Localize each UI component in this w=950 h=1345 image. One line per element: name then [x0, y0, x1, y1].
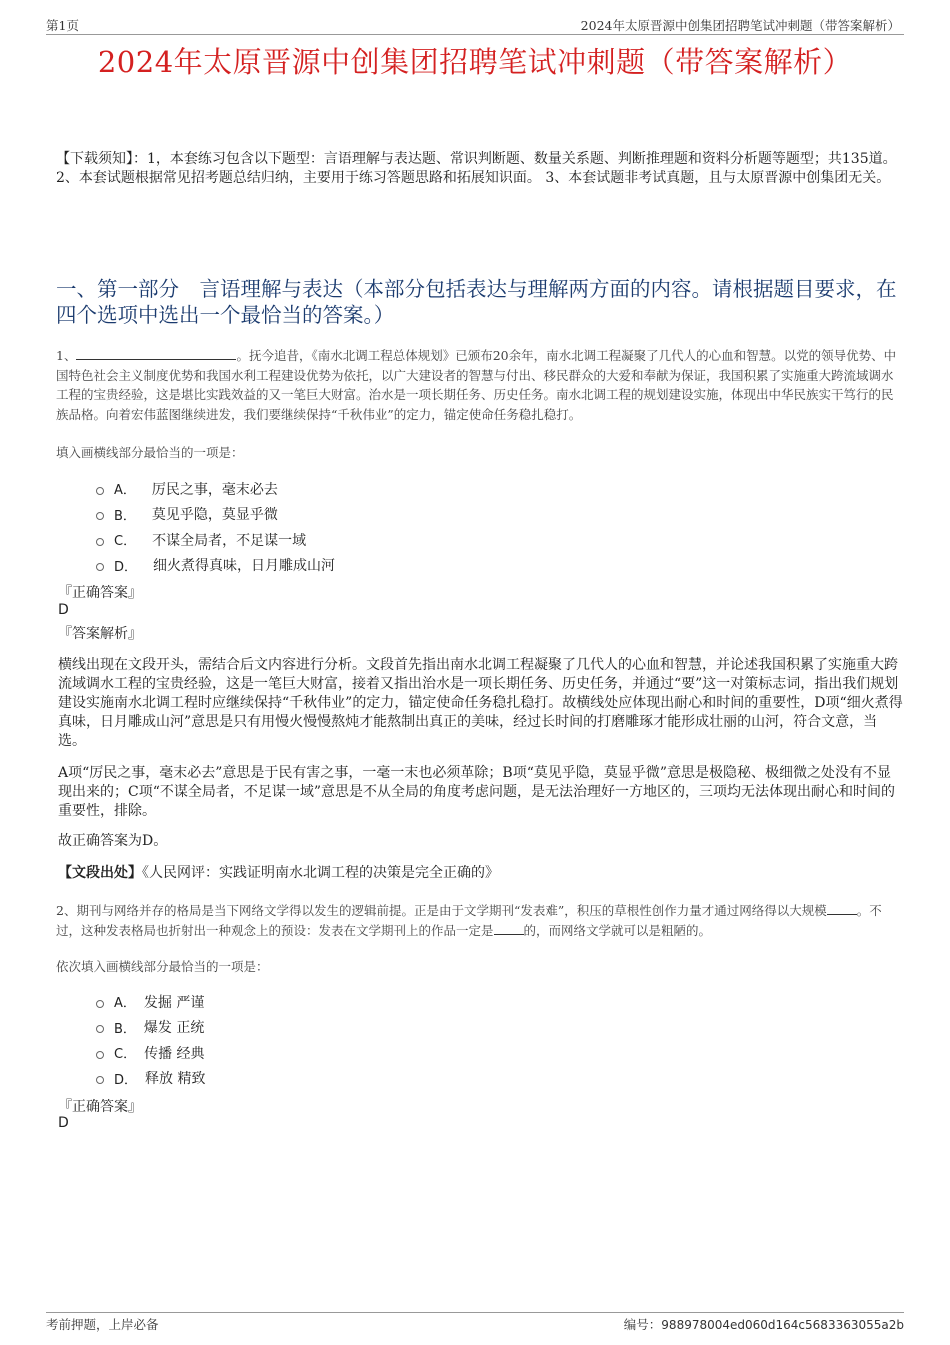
source-label: 【文段出处】	[58, 865, 142, 881]
page-footer	[46, 1312, 904, 1333]
option-letter: B．	[114, 1021, 136, 1037]
q1-analysis-paragraph-2: A项“厉民之事，毫末必去”意思是于民有害之事，一毫一末也必须革除；B项“莫见乎隐，莫显乎微”意思是极隐秘、极细微之处没有不显现出来的；C项“不谋全局者，不足谋一域”意思是不从全局的角度考虑问题，是无法治理好一方地区的，三项均无法体现出耐心和时间的重要性，排除。	[58, 765, 896, 819]
radio-icon[interactable]	[96, 512, 104, 520]
answer-blank	[827, 901, 857, 915]
q1-analysis-label: 『答案解析』	[58, 626, 142, 642]
question-2-body-1: 2、期刊与网络并存的格局是当下网络文学得以发生的逻辑前提。正是由于文学期刊“发表难”，积压的草根性创作力量才通过网络得以大规模	[56, 903, 827, 918]
radio-icon[interactable]	[96, 1076, 104, 1084]
option-letter: A．	[114, 483, 136, 499]
footer-code-label: 编号：	[623, 1317, 662, 1332]
question-1-body: 。抚今追昔，《南水北调工程总体规划》已颁布20余年，南水北调工程凝聚了几代人的心血和智慧。以党的领导优势、中国特色社会主义制度优势和我国水利工程建设优势为依托，以广大建设者的智慧与付出、移民群众的大爱和奉献为保证，我国积累了实施重大跨流域调水工程的宝贵经验，这是堪比实践效益的又一笔巨大财富。治水是一项长期任务、历史任务。南水北调工程的规划建设实施，体现出中华民族实干笃行的民族品格。向着宏伟蓝图继续进发，我们要继续保持“千秋伟业”的定力，锚定使命任务稳扎稳打。	[56, 348, 897, 422]
question-2-body-3: 的，而网络文学就可以是粗陋的。	[523, 922, 712, 938]
page-title: 2024年太原晋源中创集团招聘笔试冲刺题（带答案解析）	[97, 45, 853, 79]
q1-conclusion: 故正确答案为D。	[58, 833, 168, 849]
q1-option-c[interactable]	[96, 527, 335, 553]
radio-icon[interactable]	[96, 487, 104, 495]
option-text: 细火煮得真味，日月雕成山河	[153, 558, 336, 575]
source-text: 《人民网评：实践证明南水北调工程的决策是完全正确的》	[142, 865, 499, 881]
option-text: 释放 精致	[145, 1071, 206, 1088]
radio-icon[interactable]	[96, 563, 104, 571]
question-1-options	[96, 476, 335, 578]
radio-icon[interactable]	[96, 1025, 104, 1033]
option-letter: B．	[114, 508, 136, 524]
footer-slogan: 考前押题，上岸必备	[46, 1317, 159, 1332]
radio-icon[interactable]	[96, 1051, 104, 1059]
q2-option-b[interactable]	[96, 1015, 205, 1041]
q2-answer-label: 『正确答案』	[58, 1099, 142, 1115]
page-number: 第1页	[46, 18, 79, 33]
q1-answer-label: 『正确答案』	[58, 585, 142, 601]
answer-blank	[76, 346, 236, 360]
option-text: 不谋全局者，不足谋一域	[152, 532, 307, 549]
option-letter: C．	[114, 1047, 137, 1063]
q2-option-a[interactable]	[96, 989, 205, 1015]
header-doc-title: 2024年太原晋源中创集团招聘笔试冲刺题（带答案解析）	[580, 18, 900, 33]
question-1-prompt: 填入画横线部分最恰当的一项是：	[56, 445, 244, 460]
option-letter: A．	[114, 996, 136, 1012]
option-letter: D．	[114, 559, 138, 575]
question-2-text	[56, 901, 901, 940]
option-text: 厉民之事，毫末必去	[151, 481, 278, 498]
q1-option-d[interactable]	[96, 553, 335, 579]
option-text: 爆发 正统	[143, 1020, 205, 1037]
page-header	[46, 14, 904, 35]
q2-option-d[interactable]	[96, 1066, 205, 1092]
footer-code	[624, 1315, 904, 1333]
q2-option-c[interactable]	[96, 1040, 205, 1066]
option-text: 莫见乎隐，莫显乎微	[151, 507, 278, 524]
question-2-options	[96, 989, 205, 1091]
q2-answer: D	[58, 1115, 69, 1131]
option-letter: D．	[114, 1072, 138, 1088]
q1-answer: D	[58, 602, 69, 618]
option-text: 传播 经典	[144, 1045, 205, 1062]
radio-icon[interactable]	[96, 1000, 104, 1008]
q1-analysis-paragraph-1: 横线出现在文段开头，需结合后文内容进行分析。文段首先指出南水北调工程凝聚了几代人的心血和智慧，并论述我国积累了实施重大跨流域调水工程的宝贵经验，这是一笔巨大财富，接着又指出治水是一项长期任务、历史任务，并通过“要”这一对策标志词，指出我们规划建设实施南水北调工程时应继续保持“千秋伟业”的定力，锚定使命任务稳扎稳打。故横线处应体现出耐心和时间的重要性，D项“细火煮得真味，日月雕成山河”意思是只有用慢火慢慢熬炖才能熬制出真正的美味，经过长时间的打磨雕琢才能形成壮丽的山河，符合文意，当选。	[58, 657, 903, 749]
download-notice: 【下载须知】：1，本套练习包含以下题型：言语理解与表达题、常识判断题、数量关系题、判断推理题和资料分析题等题型；共135道。 2、本套试题根据常见招考题总结归纳，主要用于练习答题思路和拓展知识面。 3、本套试题非考试真题，且与太原晋源中创集团无关。	[56, 151, 897, 186]
footer-code-value: 988978004ed060d164c5683363055a2b	[661, 1318, 904, 1332]
radio-icon[interactable]	[96, 538, 104, 546]
question-1-number: 1、	[56, 348, 77, 363]
question-2-body-2: 。不过，这种发表格局也折射出一种观念上的预设：发表在文学期刊上的作品一定是	[56, 903, 882, 938]
q1-option-a[interactable]	[96, 476, 335, 502]
option-text: 发掘 严谨	[143, 994, 205, 1011]
q1-option-b[interactable]	[96, 502, 335, 528]
question-1-text	[56, 346, 901, 424]
option-letter: C．	[114, 534, 137, 550]
q1-source	[58, 864, 903, 883]
section-title: 一、第一部分 言语理解与表达（本部分包括表达与理解两方面的内容。请根据题目要求，在四个选项中选出一个最恰当的答案。）	[56, 277, 897, 327]
question-2-prompt: 依次填入画横线部分最恰当的一项是：	[56, 959, 269, 974]
answer-blank	[494, 921, 524, 935]
